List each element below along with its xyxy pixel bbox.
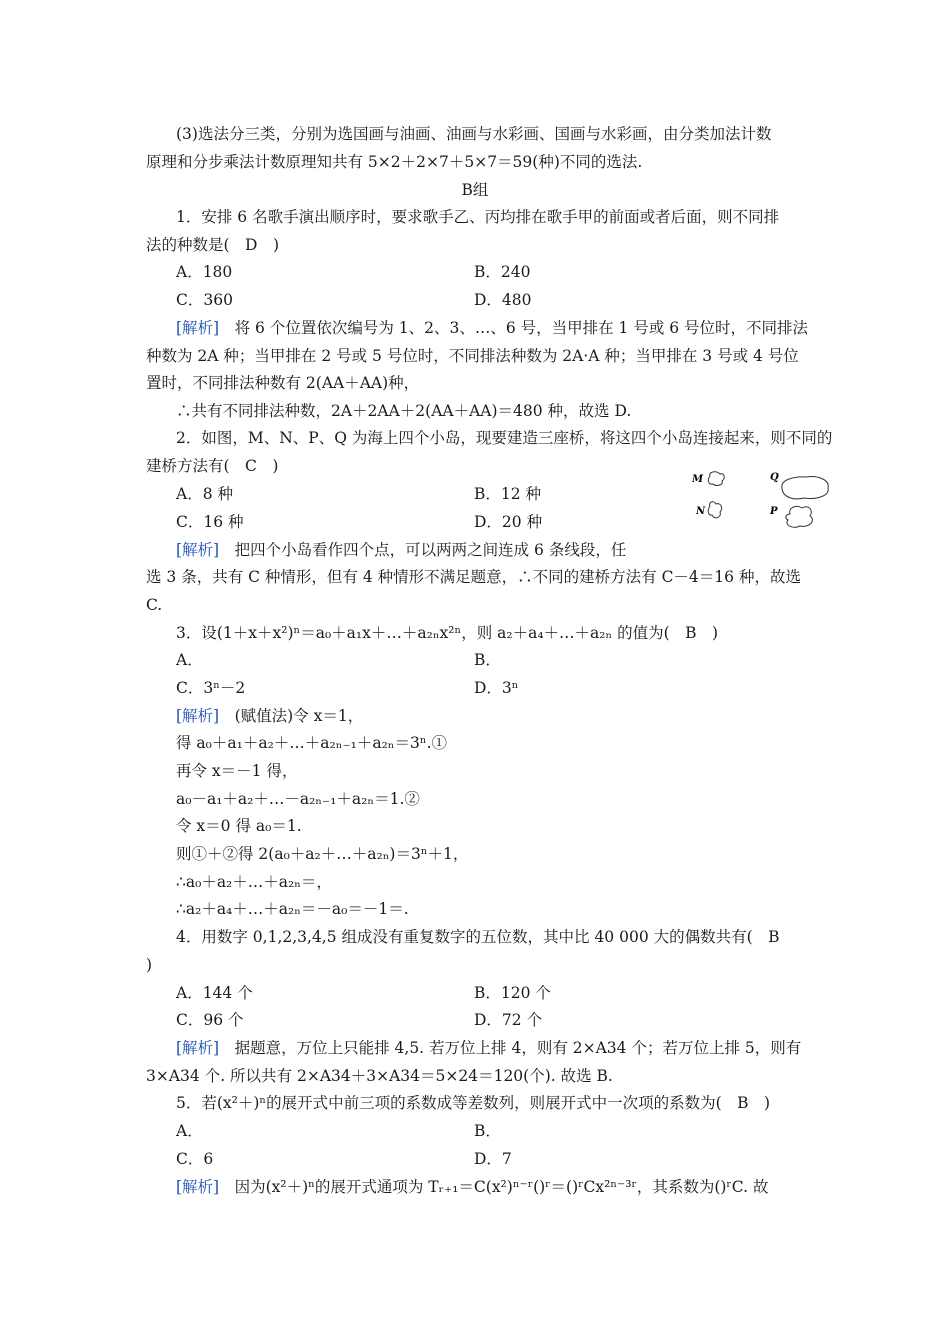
q3-solution-8: ∴a₂＋a₄＋…＋a₂ₙ＝－a₀＝－1＝.: [176, 900, 409, 918]
islands-figure: [690, 468, 835, 540]
q3-option-b: B．: [474, 651, 501, 669]
q1-option-b: B．240: [474, 263, 531, 281]
q3-stem: 3．设(1＋x＋x²)ⁿ＝a₀＋a₁x＋…＋a₂ₙx²ⁿ，则 a₂＋a₄＋…＋a₂ₙ 的值为( B ): [176, 624, 719, 642]
solution-tag: [解析]: [176, 1178, 220, 1196]
q1-solution-3: 置时，不同排法种数有 2(AA＋AA)种，: [146, 374, 420, 392]
group-title: B组: [461, 181, 489, 199]
q5-stem: 5．若(x²＋)ⁿ的展开式中前三项的系数成等差数列，则展开式中一次项的系数为( B ): [176, 1094, 771, 1112]
intro-line-2: 原理和分步乘法计数原理知共有 5×2＋2×7＋5×7＝59(种)不同的选法.: [146, 153, 643, 171]
q4-option-c: C．96 个: [176, 1011, 244, 1029]
island-label-p: P: [770, 506, 778, 517]
solution-tag: [解析]: [176, 707, 220, 725]
q3-solution-1-text: (赋值法)令 x＝1，: [219, 707, 364, 725]
q3-solution-2: 得 a₀＋a₁＋a₂＋…＋a₂ₙ₋₁＋a₂ₙ＝3ⁿ.①: [176, 734, 448, 752]
q4-solution-1: [176, 1038, 801, 1058]
q2-option-b: B．12 种: [474, 485, 542, 503]
q4-stem-1: 4．用数字 0,1,2,3,4,5 组成没有重复数字的五位数，其中比 40 000 大的偶数共有( B: [176, 928, 780, 946]
q4-solution-1-text: 据题意，万位上只能排 4,5. 若万位上排 4，则有 2×A34 个；若万位上排 5，则有: [219, 1039, 802, 1057]
q5-solution-1-text: 因为(x²＋)ⁿ的展开式通项为 Tᵣ₊₁＝C(x²)ⁿ⁻ʳ()ʳ＝()ʳCx²ⁿ⁻³ʳ，其系数为()ʳC. 故: [219, 1178, 769, 1196]
q3-option-d: D．3ⁿ: [474, 679, 519, 697]
island-n-shape: [708, 502, 721, 518]
q1-stem-2: 法的种数是( D ): [146, 236, 280, 254]
q1-option-d: D．480: [474, 291, 532, 309]
q1-solution-1: [176, 318, 808, 338]
q5-solution-1: [176, 1177, 768, 1197]
island-m-shape: [708, 472, 724, 486]
q1-solution-2: 种数为 2A 种；当甲排在 2 号或 5 号位时，不同排法种数为 2A·A 种；当甲排在 3 号或 4 号位: [146, 347, 799, 365]
q2-solution-1-text: 把四个小岛看作四个点，可以两两之间连成 6 条线段，任: [219, 541, 627, 559]
island-label-n: N: [696, 506, 706, 517]
q5-option-c: C．6: [176, 1150, 214, 1168]
q2-stem-1: 2．如图，M、N、P、Q 为海上四个小岛，现要建造三座桥，将这四个小岛连接起来，则不同的: [176, 429, 833, 447]
solution-tag: [解析]: [176, 541, 220, 559]
q4-option-a: A．144 个: [176, 984, 253, 1002]
q4-option-d: D．72 个: [474, 1011, 543, 1029]
island-p-shape: [786, 506, 813, 527]
q3-solution-1: [176, 706, 363, 726]
q1-option-a: A．180: [176, 263, 233, 281]
q1-option-c: C．360: [176, 291, 233, 309]
q2-solution-1: [176, 540, 626, 560]
q2-option-a: A．8 种: [176, 485, 233, 503]
island-q-shape: [782, 477, 828, 499]
q3-option-a: A．: [176, 651, 203, 669]
q3-solution-3: 再令 x＝－1 得，: [176, 762, 298, 780]
q4-stem-2: ): [146, 956, 153, 974]
q1-solution-1-text: 将 6 个位置依次编号为 1、2、3、…、6 号，当甲排在 1 号或 6 号位时，不同排法: [219, 319, 809, 337]
solution-tag: [解析]: [176, 1039, 220, 1057]
q3-solution-6: 则①＋②得 2(a₀＋a₂＋…＋a₂ₙ)＝3ⁿ＋1，: [176, 845, 469, 863]
q2-solution-2: 选 3 条，共有 C 种情形，但有 4 种情形不满足题意，∴不同的建桥方法有 C－4＝16 种，故选: [146, 568, 801, 586]
q4-solution-2: 3×A34 个. 所以共有 2×A34＋3×A34＝5×24＝120(个). 故选 B.: [146, 1067, 613, 1085]
q3-solution-7: ∴a₀＋a₂＋…＋a₂ₙ＝，: [176, 873, 332, 891]
q1-solution-4: ∴共有不同排法种数，2A＋2AA＋2(AA＋AA)＝480 种，故选 D.: [176, 402, 632, 420]
q2-solution-3: C.: [146, 596, 163, 614]
q4-option-b: B．120 个: [474, 984, 551, 1002]
island-label-m: M: [692, 474, 704, 485]
island-label-q: Q: [770, 472, 779, 483]
q3-option-c: C．3ⁿ－2: [176, 679, 246, 697]
q5-option-b: B．: [474, 1122, 501, 1140]
intro-line-1: (3)选法分三类，分别为选国画与油画、油画与水彩画、国画与水彩画，由分类加法计数: [176, 125, 772, 143]
solution-tag: [解析]: [176, 319, 220, 337]
q5-option-d: D．7: [474, 1150, 512, 1168]
q5-option-a: A．: [176, 1122, 203, 1140]
q1-stem-1: 1．安排 6 名歌手演出顺序时，要求歌手乙、丙均排在歌手甲的前面或者后面，则不同排: [176, 208, 780, 226]
q2-option-c: C．16 种: [176, 513, 244, 531]
q2-option-d: D．20 种: [474, 513, 543, 531]
q2-stem-2: 建桥方法有( C ): [146, 457, 279, 475]
q3-solution-5: 令 x＝0 得 a₀＝1.: [176, 817, 302, 835]
q3-solution-4: a₀－a₁＋a₂＋…－a₂ₙ₋₁＋a₂ₙ＝1.②: [176, 790, 420, 808]
